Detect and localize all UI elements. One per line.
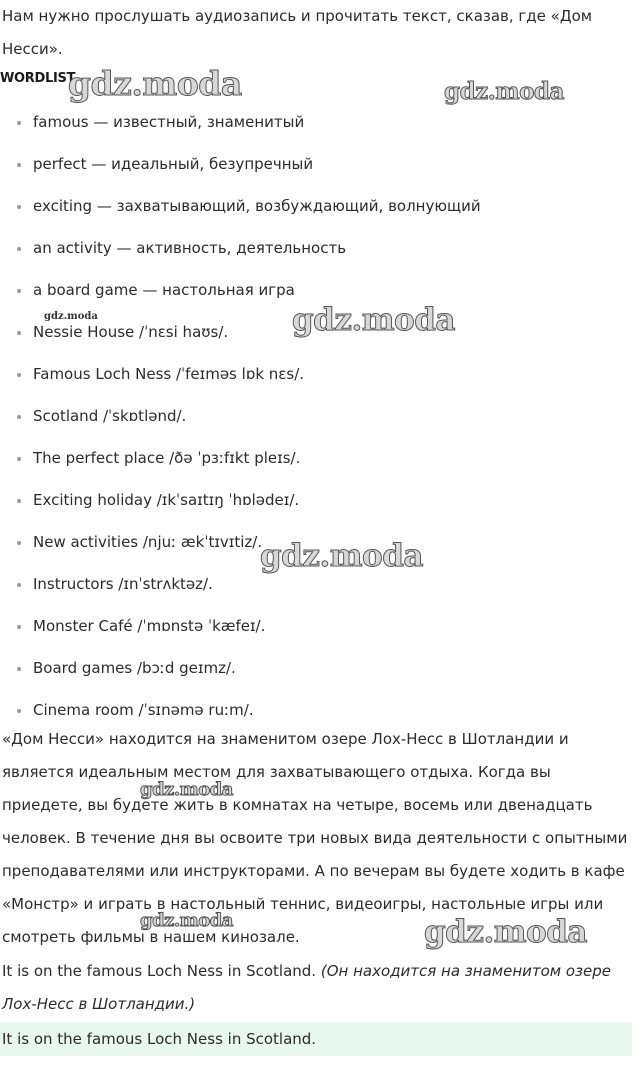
- wordlist-heading: WORDLIST: [0, 71, 76, 86]
- bullet-icon: [17, 541, 21, 545]
- bullet-icon: [17, 457, 21, 461]
- watermark-logo: gdz.moda: [424, 914, 587, 950]
- watermark-logo: gdz.moda: [260, 538, 423, 574]
- bullet-icon: [17, 415, 21, 419]
- bullet-icon: [17, 499, 21, 503]
- bullet-icon: [17, 163, 21, 167]
- watermark-logo: gdz.moda: [68, 64, 242, 103]
- watermark-logo: gdz.moda: [444, 78, 564, 105]
- bullet-icon: [17, 331, 21, 335]
- answer-english: It is on the famous Loch Ness in Scotland.: [2, 962, 317, 980]
- answer-box: It is on the famous Loch Ness in Scotland.: [0, 1022, 632, 1056]
- intro-paragraph: Нам нужно прослушать аудиозапись и прочитать текст, сказав, где «Дом Несси».: [2, 7, 593, 58]
- bullet-icon: [17, 289, 21, 293]
- bullet-icon: [17, 205, 21, 209]
- watermark-logo: gdz.moda: [292, 302, 455, 338]
- answer-paragraph: [0, 955, 632, 1021]
- watermark-logo: gdz.moda: [140, 779, 233, 800]
- bullet-icon: [17, 121, 21, 125]
- watermark-logo: gdz.moda: [44, 311, 98, 322]
- bullet-icon: [17, 583, 21, 587]
- bullet-icon: [17, 373, 21, 377]
- answer-russian: (Он находится на знаменитом озере Лох-Несс в Шотландии.): [2, 962, 612, 1013]
- bullet-icon: [17, 247, 21, 251]
- bullet-icon: [17, 709, 21, 713]
- bullet-icon: [17, 625, 21, 629]
- bullet-icon: [17, 667, 21, 671]
- russian-translation-paragraph: «Дом Несси» находится на знаменитом озере Лох-Несс в Шотландии и является идеальным местом для захватывающего отдыха. Когда вы приедете, вы будете жить в комнатах на четыре, восемь или двенадцать человек. В течение дня вы освоите три новых вида деятельности с опытными преподавателями или инструкторами. А по вечерам вы будете ходить в кафе «Монстр» и играть в настольный теннис, видеоигры, настольные игры или смотреть фильмы в нашем кинозале.: [2, 730, 628, 946]
- watermark-logo: gdz.moda: [140, 910, 233, 931]
